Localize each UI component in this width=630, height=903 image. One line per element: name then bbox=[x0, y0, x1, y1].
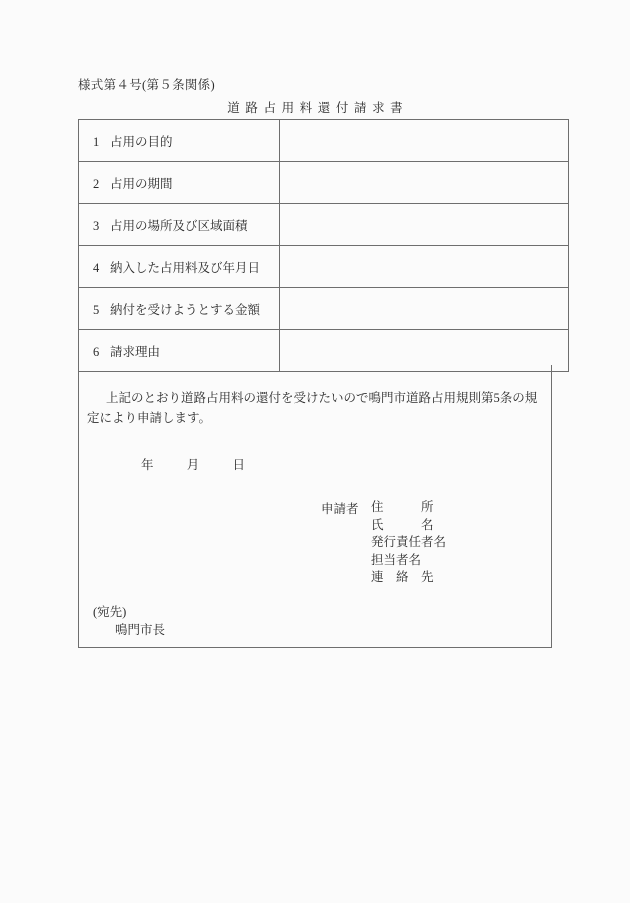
statement-body: 上記のとおり道路占用料の還付を受けたいので鳴門市道路占用規則第5条の規定により申請します。 bbox=[87, 391, 538, 425]
applicant-field-contact[interactable]: 連 絡 先 bbox=[371, 570, 434, 584]
applicant-field-person-in-charge[interactable]: 担当者名 bbox=[371, 552, 422, 567]
table-row bbox=[79, 246, 569, 288]
day-label: 日 bbox=[232, 458, 246, 472]
table-row bbox=[79, 120, 569, 162]
row-index: 3 bbox=[93, 218, 100, 233]
row-label: 請求理由 bbox=[110, 344, 161, 359]
row-label-cell bbox=[79, 162, 280, 204]
table-row bbox=[79, 204, 569, 246]
year-label: 年 bbox=[141, 458, 154, 472]
row-label: 占用の場所及び区域面積 bbox=[110, 218, 248, 233]
row-value-cell[interactable] bbox=[280, 246, 569, 288]
row-value-cell[interactable] bbox=[280, 204, 569, 246]
occupancy-details-table bbox=[78, 119, 569, 372]
statement-box bbox=[78, 365, 552, 648]
row-label-cell bbox=[79, 288, 280, 330]
applicant-title: 申請者 bbox=[321, 502, 359, 516]
page-title: 道路占用料還付請求書 bbox=[227, 101, 409, 115]
row-value-cell[interactable] bbox=[280, 162, 569, 204]
row-index: 2 bbox=[93, 176, 100, 191]
row-index: 6 bbox=[93, 344, 100, 359]
row-value-cell[interactable] bbox=[280, 120, 569, 162]
applicant-field-issuer-name[interactable]: 発行責任者名 bbox=[371, 535, 447, 549]
addressee-block bbox=[93, 603, 165, 639]
applicant-field-full-name[interactable]: 氏 名 bbox=[371, 517, 434, 532]
addressee-name: 鳴門市長 bbox=[115, 623, 166, 637]
row-value-cell[interactable] bbox=[280, 288, 569, 330]
row-label: 納入した占用料及び年月日 bbox=[110, 260, 261, 275]
row-label: 占用の目的 bbox=[110, 134, 173, 149]
row-index: 5 bbox=[93, 302, 100, 317]
table-row bbox=[79, 288, 569, 330]
row-label-cell bbox=[79, 120, 280, 162]
row-label-cell bbox=[79, 246, 280, 288]
table-row bbox=[79, 162, 569, 204]
row-label-cell bbox=[79, 204, 280, 246]
row-index: 1 bbox=[93, 134, 100, 149]
month-label: 月 bbox=[186, 458, 200, 472]
row-label: 占用の期間 bbox=[110, 176, 173, 191]
row-label: 納付を受けようとする金額 bbox=[110, 302, 261, 317]
form-number: 様式第４号(第５条関係) bbox=[78, 78, 215, 92]
applicant-fields bbox=[371, 499, 446, 587]
date-line[interactable] bbox=[141, 455, 245, 473]
addressee-to-label: (宛先) bbox=[93, 605, 127, 619]
applicant-field-address[interactable]: 住 所 bbox=[371, 500, 434, 514]
row-index: 4 bbox=[93, 260, 100, 275]
